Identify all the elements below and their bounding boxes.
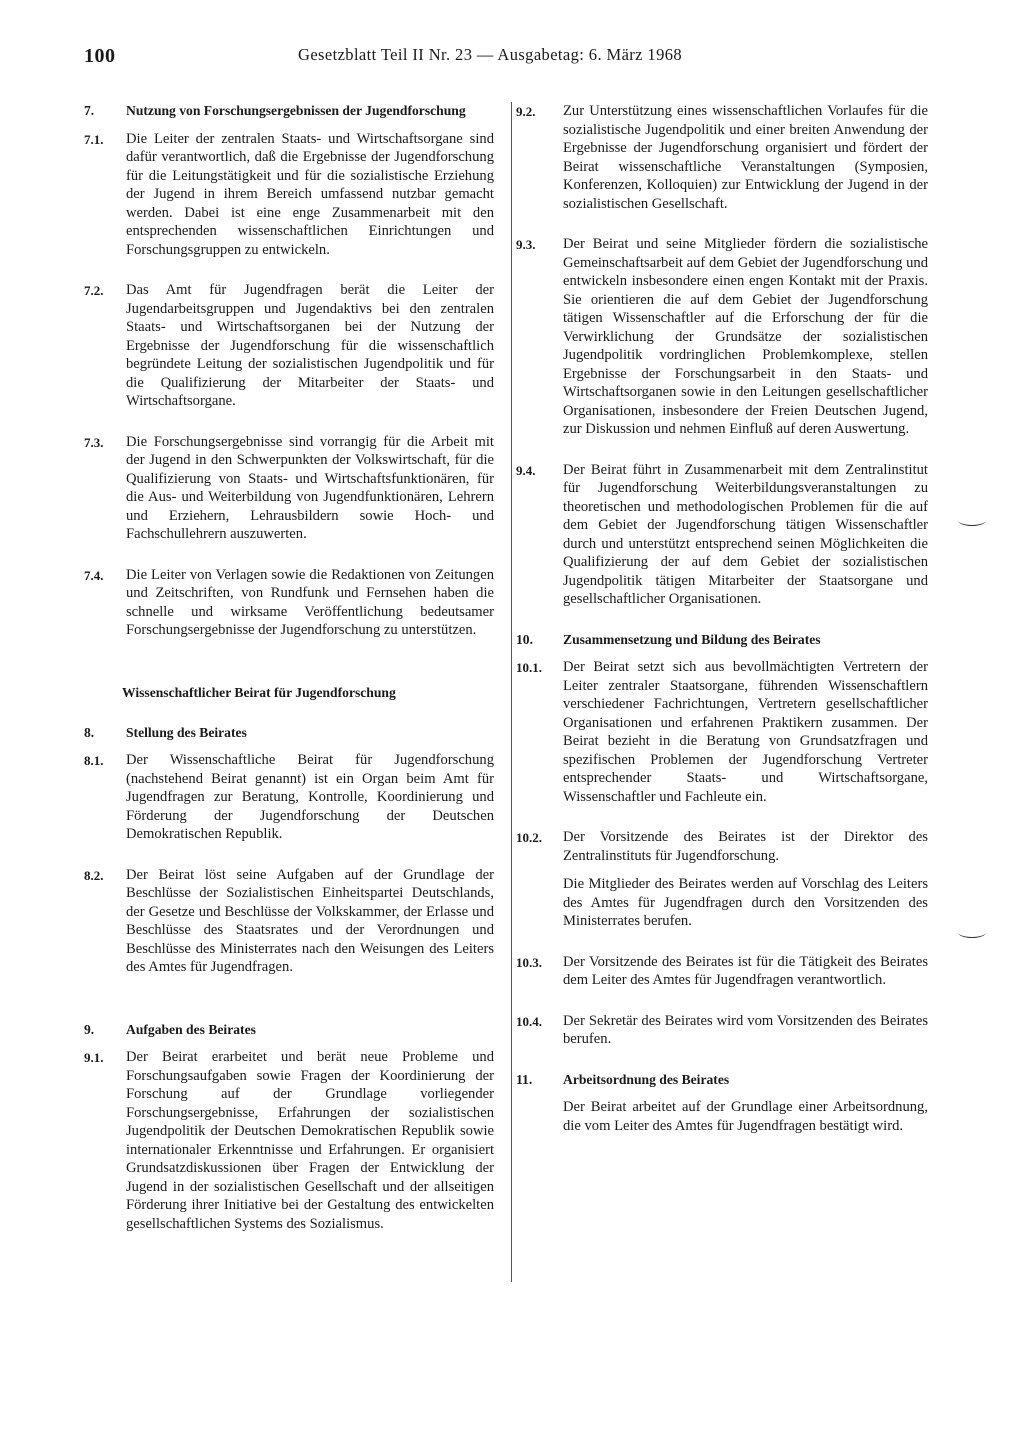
paragraph: [516, 875, 928, 931]
paragraph-text: Der Beirat setzt sich aus bevollmächtigten Vertretern der Leiter zentraler Staatsorgane, führenden Wissenschaftlern verschiedener Fachrichtungen, Vertretern gesellschaftlicher Organisationen und erfahrenen Praktikern zusammen. Der Beirat bezieht in die Beratung von Grundsatzfragen und spezifischen Problemen der Jugendforschung Vertreter entsprechender Staats- und Wirtschaftsorgane, Wissenschaftler und Fachleute ein.: [563, 659, 928, 805]
paragraph-number: 7.3.: [84, 434, 104, 450]
paragraph: [516, 953, 928, 990]
paragraph-number: 10.4.: [516, 1013, 542, 1029]
part-heading: Wissenschaftlicher Beirat für Jugendforschung: [122, 684, 396, 700]
column-divider: [511, 102, 512, 1282]
paragraph-text: Der Beirat und seine Mitglieder fördern die sozialistische Gemeinschaftsarbeit auf dem Gebiet der Jugendforschung und entwickeln insbesondere einen engen Kontakt mit der Praxis. Sie orientieren die auf dem Gebiet der Jugendforschung tätigen Wissenschaftler auf die Erforschung der für die Verwirklichung der Grundsätze der sozialistischen Jugendpolitik vordringlichen Problemkomplexe, stellen Ergebnisse der Forschungsarbeit in den Staats- und Wirtschaftsorganen sowie in den Leitungen gesellschaftlicher Organisationen, insbesondere der Freien Deutschen Jugend, zur Diskussion und nehmen Einfluß auf deren Auswertung.: [563, 236, 928, 437]
section-title: Nutzung von Forschungsergebnissen der Jugendforschung: [126, 103, 466, 118]
section-heading: [84, 1021, 494, 1039]
section-title: Arbeitsordnung des Beirates: [563, 1071, 730, 1087]
paragraph-number: 9.4.: [516, 462, 536, 478]
paragraph-text: Der Vorsitzende des Beirates ist der Direktor des Zentralinstituts für Jugendforschung.: [563, 829, 928, 864]
paragraph: [84, 751, 494, 844]
paragraph-text: Der Beirat führt in Zusammenarbeit mit dem Zentralinstitut für Jugendforschung Weiterbildungsveranstaltungen zu theoretischen und methodologischen Problemen für die auf dem Gebiet der Jugendforschung tätigen Wissenschaftler durch und unterstützt entsprechend seinen Möglichkeiten die Qualifizierung der auf dem Gebiet der sozialistischen Jugendpolitik tätigen Mitarbeiter der Staatsorgane und gesellschaftlicher Organisationen.: [563, 461, 928, 607]
page-header: [84, 45, 734, 75]
paragraph-number: 9.3.: [516, 237, 536, 252]
paragraph: [84, 566, 494, 640]
paragraph-text: Der Beirat arbeitet auf der Grundlage einer Arbeitsordnung, die vom Leiter des Amtes für Jugendfragen bestätigt wird.: [563, 1099, 928, 1134]
paragraph-text: Der Wissenschaftliche Beirat für Jugendforschung (nachstehend Beirat genannt) ist ein Organ beim Amt für Jugendfragen zur Beratung, Kontrolle, Koordinierung und Förderung der Jugendforschung der Deutschen Demokratischen Republik.: [126, 752, 494, 843]
paragraph-number: 9.1.: [84, 1050, 104, 1066]
paragraph-number: 7.2.: [84, 283, 104, 299]
paragraph: [84, 433, 494, 544]
paragraph: [516, 1012, 928, 1049]
section-heading: [84, 724, 494, 742]
paragraph-number: 8.1.: [84, 753, 104, 769]
right-column: [516, 102, 928, 1292]
section-number: 8.: [84, 724, 95, 740]
paragraph-text: Die Forschungsergebnisse sind vorrangig für die Arbeit mit der Jugend in den Schwerpunkten der Volkswirtschaft, für die Qualifizierung von Staats- und Wirtschaftsfunktionären, für die Aus- und Weiterbildung von Jugendfunktionären, Lehrern und Erziehern, Lehrausbildern sowie Hoch- und Fachschullehrern auszuwerten.: [126, 433, 494, 543]
margin-mark: [958, 515, 986, 526]
paragraph: [84, 130, 494, 260]
paragraph-text: Die Leiter der zentralen Staats- und Wirtschaftsorgane sind dafür verantwortlich, daß die Ergebnisse der Jugendforschung für die Leitungstätigkeit und für die sozialistische Erziehung der Jugend in ihrem Bereich umfassend nutzbar gemacht werden. Dabei ist eine enge Zusammenarbeit mit den entsprechenden wissenschaftlichen Einrichtungen und Forschungsgruppen zu entwickeln.: [126, 130, 494, 258]
paragraph-text: Der Beirat löst seine Aufgaben auf der Grundlage der Beschlüsse der Sozialistischen Einheitspartei Deutschlands, der Gesetze und Beschlüsse der Volkskammer, der Erlasse und Beschlüsse des Staatsrates und der Verordnungen und Beschlüsse des Ministerrates nach den Weisungen des Leiters des Amtes für Jugendfragen.: [126, 866, 494, 976]
section-number: 10.: [516, 631, 533, 647]
paragraph-number: 8.2.: [84, 867, 104, 883]
page-number: 100: [84, 45, 116, 67]
paragraph: [516, 658, 928, 806]
section-title: Stellung des Beirates: [126, 724, 247, 740]
paragraph-text: Der Vorsitzende des Beirates ist für die Tätigkeit des Beirates dem Leiter des Amtes für Jugendfragen verantwortlich.: [563, 953, 928, 989]
section-number: 7.: [84, 103, 95, 118]
paragraph-number: 10.1.: [516, 660, 542, 676]
section-heading: [516, 1071, 928, 1089]
paragraph-number: 10.3.: [516, 954, 542, 970]
left-column: [84, 102, 494, 1292]
margin-mark: [958, 927, 986, 938]
paragraph-text: Der Sekretär des Beirates wird vom Vorsitzenden des Beirates berufen.: [563, 1012, 928, 1048]
paragraph: [84, 1048, 494, 1233]
paragraph-number: 7.1.: [84, 131, 104, 147]
section-heading: [84, 102, 494, 120]
paragraph-text: Das Amt für Jugendfragen berät die Leiter der Jugendarbeitsgruppen und Jugendaktivs bei den zentralen Staats- und Wirtschaftsorganen bei der Nutzung der Ergebnisse der Jugendforschung für die wissenschaftlich begründete Leitung der sozialistischen Jugendpolitik und für die Qualifizierung der Mitarbeiter der Staats- und Wirtschaftsorgane.: [126, 282, 494, 410]
section-heading: [516, 631, 928, 649]
running-head: Gesetzblatt Teil II Nr. 23 — Ausgabetag: 6. März 1968: [298, 45, 683, 64]
section-number: 11.: [516, 1071, 533, 1087]
paragraph-number: 10.2.: [516, 830, 542, 846]
paragraph-text: Der Beirat erarbeitet und berät neue Probleme und Forschungsaufgaben sowie Fragen der Koordinierung der Forschung auf der Grundlage vorliegender Forschungsergebnisse, Erfahrungen der sozialistischen Jugendpolitik der Deutschen Demokratischen Republik sowie internationaler Erkenntnisse und Erfahrungen. Er organisiert Grundsatzdiskussionen über Fragen der Entwicklung der Jugend in der sozialistischen Gesellschaft und der allseitigen Förderung ihrer Initiative bei der Gestaltung des entwickelten gesellschaftlichen Systems des Sozialismus.: [126, 1049, 494, 1232]
section-title: Aufgaben des Beirates: [126, 1021, 256, 1037]
paragraph: [516, 102, 928, 213]
paragraph-text: Die Leiter von Verlagen sowie die Redaktionen von Zeitungen und Zeitschriften, von Rundfunk und Fernsehen haben die schnelle und wirksame Veröffentlichung bedeutsamer Forschungsergebnisse der Jugendforschung zu unterstützen.: [126, 566, 494, 639]
paragraph: [84, 866, 494, 977]
paragraph: [516, 828, 928, 865]
section-number: 9.: [84, 1021, 95, 1037]
paragraph: [516, 1098, 928, 1135]
paragraph: [516, 461, 928, 609]
paragraph-text: Zur Unterstützung eines wissenschaftlichen Vorlaufes für die sozialistische Jugendpolitik und einer breiten Anwendung der Ergebnisse der Jugendforschung organisiert und fördert der Beirat wissenschaftliche Veranstaltungen (Symposien, Konferenzen, Kolloquien) zur Entwicklung der Jugend in der sozialistischen Gesellschaft.: [563, 103, 928, 212]
paragraph-number: 9.2.: [516, 104, 536, 119]
paragraph-text: Die Mitglieder des Beirates werden auf Vorschlag des Leiters des Amtes für Jugendfragen durch den Vorsitzenden des Ministerrates berufen.: [563, 876, 928, 930]
paragraph-number: 7.4.: [84, 567, 104, 583]
paragraph: [84, 281, 494, 411]
section-title: Zusammensetzung und Bildung des Beirates: [563, 631, 821, 647]
paragraph: [516, 235, 928, 439]
